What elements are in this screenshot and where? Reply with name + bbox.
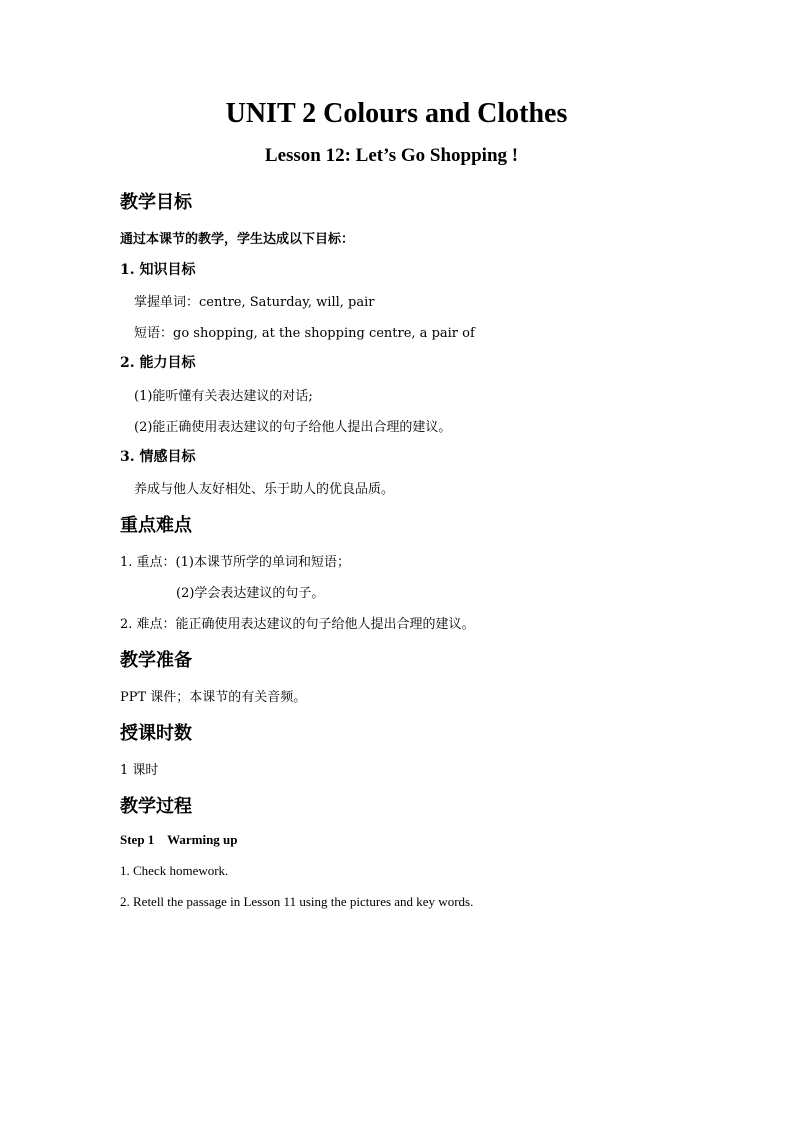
knowledge-heading: 1. 知识目标 [120, 262, 196, 278]
key-points-heading: 重点难点 [120, 515, 192, 536]
lesson-subtitle: Lesson 12: Let’s Go Shopping ! [264, 145, 519, 166]
knowledge-words: 掌握单词：centre, Saturday, will, pair [134, 295, 375, 310]
process-item-2: 2. Retell the passage in Lesson 11 using the pictures and key words. [120, 894, 474, 909]
ability-item-2: (2)能正确使用表达建议的句子给他人提出合理的建议。 [134, 420, 452, 435]
hours-text: 1 课时 [120, 763, 159, 778]
key-difficulty: 2. 难点：能正确使用表达建议的句子给他人提出合理的建议。 [120, 617, 475, 632]
knowledge-phrases: 短语：go shopping, at the shopping centre, a pair of [134, 326, 475, 341]
key-focus-1: 1. 重点：(1)本课节所学的单词和短语； [120, 555, 350, 570]
emotion-heading: 3. 情感目标 [120, 449, 196, 465]
key-focus-2: (2)学会表达建议的句子。 [176, 586, 325, 601]
ability-heading: 2. 能力目标 [120, 355, 196, 371]
unit-title: UNIT 2 Colours and Clothes [225, 98, 568, 129]
objectives-heading: 教学目标 [120, 192, 192, 213]
preparation-text: PPT 课件；本课节的有关音频。 [120, 690, 307, 705]
step-1-heading: Step 1 Warming up [120, 832, 238, 847]
ability-item-1: (1)能听懂有关表达建议的对话; [134, 389, 313, 404]
preparation-heading: 教学准备 [120, 650, 192, 671]
objectives-intro: 通过本课节的教学，学生达成以下目标： [120, 232, 355, 247]
hours-heading: 授课时数 [120, 723, 192, 744]
emotion-item-1: 养成与他人友好相处、乐于助人的优良品质。 [134, 482, 395, 497]
process-item-1: 1. Check homework. [120, 863, 229, 878]
process-heading: 教学过程 [120, 796, 192, 817]
